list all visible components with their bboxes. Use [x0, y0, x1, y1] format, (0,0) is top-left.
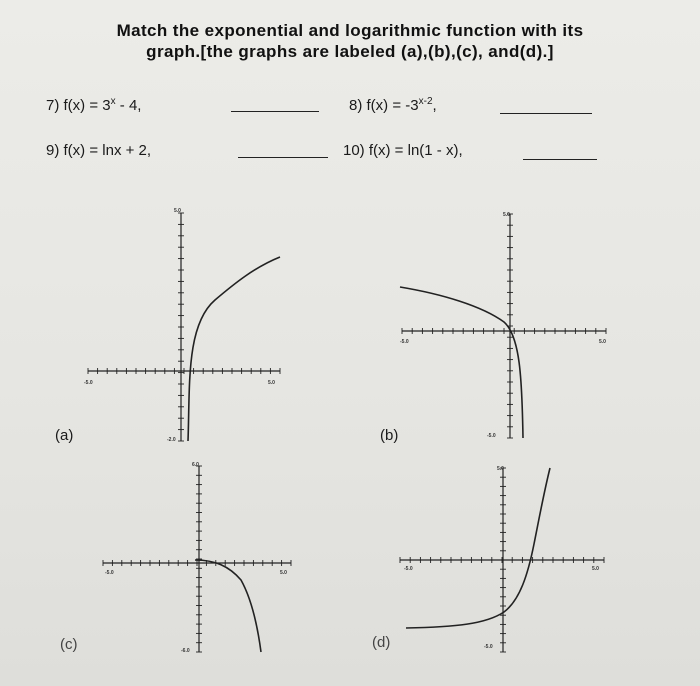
problem-number: 9) [46, 142, 60, 159]
tick-label-right: 5.0 [268, 380, 275, 386]
graph-d-plot [396, 464, 608, 656]
answer-blank-9[interactable] [238, 157, 328, 158]
answer-blank-10[interactable] [523, 159, 597, 160]
problem-number: 7) [46, 97, 60, 114]
problem-7 [46, 96, 141, 114]
graph-a [70, 205, 300, 445]
problem-number: 10) [343, 142, 365, 159]
instructions-heading [0, 20, 700, 62]
problem-function: $f(x) = 3^x - 4$, [63, 96, 142, 114]
problem-10 [343, 142, 463, 159]
tick-label-top: 5.0 [174, 208, 181, 214]
curve-d [406, 468, 550, 628]
graph-label-b: (b) [380, 427, 399, 444]
tick-label-bottom: -2.0 [167, 437, 176, 443]
tick-label-left: -5.0 [84, 380, 93, 386]
graph-b [392, 208, 617, 443]
instructions-line-2: graph.[the graphs are labeled (a),(b),(c), and(d).] [146, 42, 554, 61]
tick-label-right: 5.0 [280, 570, 287, 576]
problem-9 [46, 142, 151, 159]
problem-function: f(x) = lnx + 2, [63, 142, 152, 159]
curve-b [400, 287, 523, 438]
tick-label-top: 6.0 [192, 462, 199, 468]
graph-c-plot [95, 462, 295, 656]
graph-label-d: (d) [372, 634, 391, 651]
tick-label-left: -5.0 [400, 339, 409, 345]
graph-label-c: (c) [60, 636, 78, 653]
problem-function: $f(x) = -3^{x-2}$, [366, 96, 437, 114]
problem-function: f(x) = ln(1 - x), [368, 142, 463, 159]
graph-b-plot [392, 208, 617, 443]
tick-label-bottom: -5.0 [487, 433, 496, 439]
graph-a-plot [70, 205, 300, 445]
problem-8 [349, 96, 437, 114]
answer-blank-8[interactable] [500, 113, 592, 114]
curve-a [188, 257, 280, 441]
graph-label-a: (a) [55, 427, 74, 444]
graph-c [95, 462, 295, 656]
tick-label-bottom: -6.0 [181, 648, 190, 654]
problem-number: 8) [349, 97, 363, 114]
instructions-line-1: Match the exponential and logarithmic function with its [116, 21, 584, 40]
tick-label-right: 5.0 [599, 339, 606, 345]
tick-label-top: 5.0 [503, 212, 510, 218]
tick-label-right: 5.0 [592, 566, 599, 572]
answer-blank-7[interactable] [231, 111, 319, 112]
tick-label-left: -5.0 [105, 570, 114, 576]
curve-c [195, 560, 261, 652]
tick-label-top: 5.0 [497, 466, 504, 472]
tick-label-left: -5.0 [404, 566, 413, 572]
tick-label-bottom: -5.0 [484, 644, 493, 650]
graph-d [396, 464, 608, 656]
